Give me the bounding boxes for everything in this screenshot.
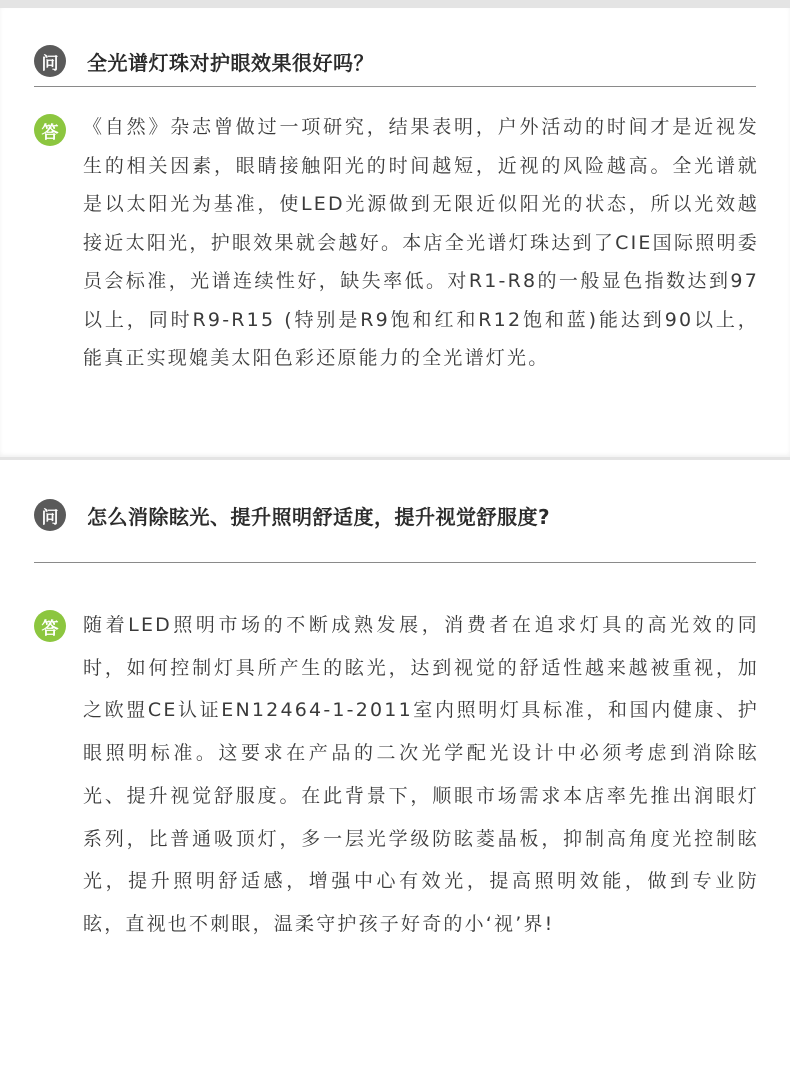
answer-text-2: 随着LED照明市场的不断成熟发展，消费者在追求灯具的高光效的同时，如何控制灯具所产生的眩光，达到视觉的舒适性越来越被重视，加之欧盟CE认证EN12464-1-2011室内照明灯具标准，和国内健康、护眼照明标准。这要求在产品的二次光学配光设计中必须考虑到消除眩光、提升视觉舒服度。在此背景下，顺眼市场需求本店率先推出润眼灯系列，比普通吸顶灯，多一层光学级防眩菱晶板，抑制高角度光控制眩光，提升照明舒适感，增强中心有效光，提高照明效能，做到专业防眩，直视也不刺眼，温柔守护孩子好奇的小‘视’界! <box>83 614 759 935</box>
question-badge-icon: 问 <box>34 45 66 77</box>
question-divider-2 <box>34 562 756 563</box>
question-text-1: 全光谱灯珠对护眼效果很好吗？ <box>87 50 374 75</box>
question-row-1 <box>34 44 754 78</box>
question-badge-icon: 问 <box>34 499 66 531</box>
answer-badge-icon: 答 <box>34 610 66 642</box>
question-row-2 <box>34 498 754 532</box>
answer-text-1: 《自然》杂志曾做过一项研究，结果表明，户外活动的时间才是近视发生的相关因素，眼睛接触阳光的时间越短，近视的风险越高。全光谱就是以太阳光为基准，使LED光源做到无限近似阳光的状态，所以光效越接近太阳光，护眼效果就会越好。本店全光谱灯珠达到了CIE国际照明委员会标准，光谱连续性好，缺失率低。对R1-R8的一般显色指数达到97以上，同时R9-R15 (特别是R9饱和红和R12饱和蓝)能达到90以上，能真正实现媲美太阳色彩还原能力的全光谱灯光。 <box>83 116 759 369</box>
qa-card-1 <box>0 8 790 457</box>
answer-badge-icon: 答 <box>34 114 66 146</box>
qa-card-2 <box>0 460 790 1086</box>
question-divider-1 <box>34 86 756 87</box>
question-text-2: 怎么消除眩光、提升照明舒适度，提升视觉舒服度? <box>87 504 551 529</box>
